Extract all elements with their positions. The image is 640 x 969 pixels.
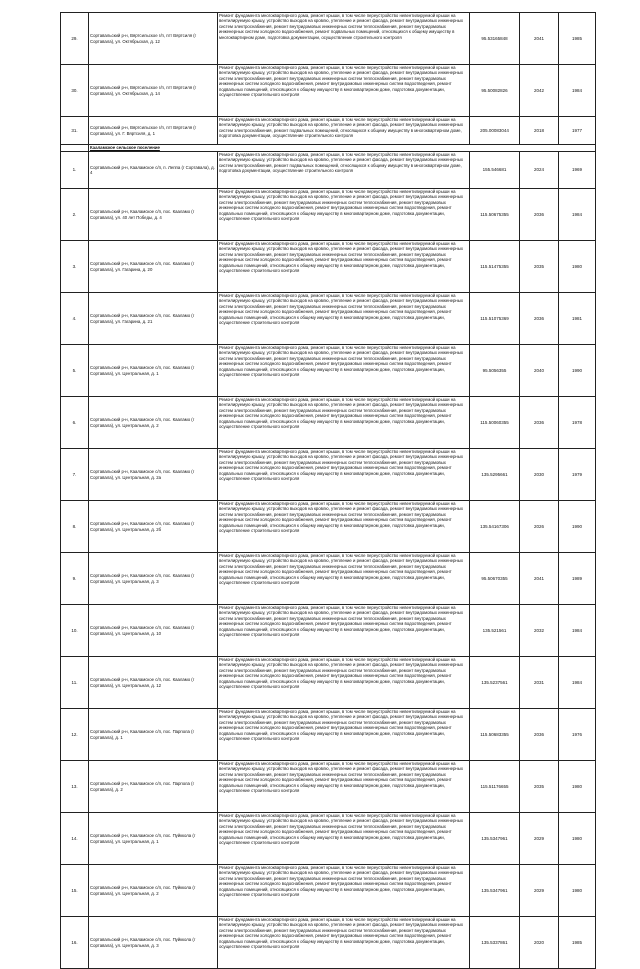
work-description-cell: Ремонт фундамента многоквартирного дома, ремонт крыши, в том числе переустройство невентилируемой крыши на вентилируемую крышу, устройство выходов на кровлю, утепление и ремонт фасада, ремонт внутридомовых инженерных систем электроснабжения, ремонт внутридомовых инженерных систем теплоснабжения, ремонт внутридомовых инженерных систем холодного водоснабжения, ремонт внутридомовых инженерных систем водоотведения, ремонт подвальных помещений, относящихся к общему имуществу в многоквартирном доме, подготовка документации, осуществление строительного контроля <box>218 501 470 553</box>
work-description-cell: Ремонт фундамента многоквартирного дома, ремонт крыши, в том числе переустройство невентилируемой крыши на вентилируемую крышу, устройство выходов на кровлю, утепление и ремонт фасада, ремонт внутридомовых инженерных систем электроснабжения, ремонт подвальных помещений, относящихся к общему имуществу в многоквартирном доме, подготовка документации, осуществление строительного контроля <box>218 117 470 145</box>
address-cell: Сортавальский р-н, Кааламское с/п, пос. Пуйккола (г Сортавала), ул. Центральная, д. 1 <box>89 813 218 865</box>
row-number-cell: 14. <box>61 813 89 865</box>
planned-year-cell: 2018 <box>520 117 559 145</box>
build-year-cell: 1978 <box>559 397 596 449</box>
row-number-cell: 30. <box>61 65 89 117</box>
cost-cell: 135.5237561 <box>470 657 520 709</box>
build-year-cell: 1980 <box>559 865 596 917</box>
address-cell: Сортавальский р-н, Кааламское с/п, пос. Кааламо (г Сортавала), ул. 40 лет Победы, д. 4 <box>89 189 218 241</box>
table-row <box>61 761 596 813</box>
row-number-cell: 9. <box>61 553 89 605</box>
row-number-cell: 3. <box>61 241 89 293</box>
table-row <box>61 709 596 761</box>
build-year-cell: 1981 <box>559 293 596 345</box>
section-header-row <box>61 145 596 152</box>
address-cell: Сортавальский р-н, Вяртсильское г/п, пгт Вяртсиля (г Сортавала), ул. Октябрьская, д. 14 <box>89 65 218 117</box>
build-year-cell: 1990 <box>559 501 596 553</box>
cost-cell: 135.5295661 <box>470 449 520 501</box>
work-description-cell: Ремонт фундамента многоквартирного дома, ремонт крыши, в том числе переустройство невентилируемой крыши на вентилируемую крышу, устройство выходов на кровлю, утепление и ремонт фасада, ремонт внутридомовых инженерных систем электроснабжения, ремонт внутридомовых инженерных систем теплоснабжения, ремонт внутридомовых инженерных систем холодного водоснабжения, ремонт внутридомовых инженерных систем водоотведения, ремонт подвальных помещений, относящихся к общему имуществу в многоквартирном доме, подготовка документации, осуществление строительного контроля <box>218 813 470 865</box>
build-year-cell: 1984 <box>559 65 596 117</box>
cost-cell: 115.51176655 <box>470 761 520 813</box>
section-title: Кааламское сельское поселение <box>89 145 596 152</box>
work-description-cell: Ремонт фундамента многоквартирного дома, ремонт крыши, в том числе переустройство невентилируемой крыши на вентилируемую крышу, устройство выходов на кровлю, утепление и ремонт фасада, ремонт внутридомовых инженерных систем электроснабжения, ремонт внутридомовых инженерных систем теплоснабжения, ремонт внутридомовых инженерных систем холодного водоснабжения, ремонт внутридомовых инженерных систем водоотведения, ремонт подвальных помещений, относящихся к общему имуществу в многоквартирном доме, подготовка документации, осуществление строительного контроля <box>218 917 470 969</box>
planned-year-cell: 2026 <box>520 501 559 553</box>
planned-year-cell: 2036 <box>520 189 559 241</box>
table-row <box>61 189 596 241</box>
work-description-cell: Ремонт фундамента многоквартирного дома, ремонт крыши, в том числе переустройство невентилируемой крыши на вентилируемую крышу, устройство выходов на кровлю, утепление и ремонт фасада, ремонт внутридомовых инженерных систем электроснабжения, ремонт внутридомовых инженерных систем теплоснабжения, ремонт внутридомовых инженерных систем холодного водоснабжения, ремонт внутридомовых инженерных систем водоотведения, ремонт подвальных помещений, относящихся к общему имуществу в многоквартирном доме, подготовка документации, осуществление строительного контроля <box>218 293 470 345</box>
table-row <box>61 152 596 189</box>
work-description-cell: Ремонт фундамента многоквартирного дома, ремонт крыши, в том числе переустройство невентилируемой крыши на вентилируемую крышу, устройство выходов на кровлю, утепление и ремонт фасада, ремонт внутридомовых инженерных систем электроснабжения, ремонт внутридомовых инженерных систем теплоснабжения, ремонт внутридомовых инженерных систем холодного водоснабжения, ремонт внутридомовых инженерных систем водоотведения, ремонт подвальных помещений, относящихся к общему имуществу в многоквартирном доме, подготовка документации, осуществление строительного контроля <box>218 657 470 709</box>
table-row <box>61 553 596 605</box>
build-year-cell: 1980 <box>559 813 596 865</box>
address-cell: Сортавальский р-н, Кааламское с/п, пос. Кааламо (г Сортавала), ул. Центральная, д. 10 <box>89 605 218 657</box>
work-description-cell: Ремонт фундамента многоквартирного дома, ремонт крыши, в том числе переустройство невентилируемой крыши на вентилируемую крышу, устройство выходов на кровлю, утепление и ремонт фасада, ремонт внутридомовых инженерных систем электроснабжения, ремонт внутридомовых инженерных систем теплоснабжения, ремонт внутридомовых инженерных систем холодного водоснабжения, ремонт внутридомовых инженерных систем водоотведения, ремонт подвальных помещений, относящихся к общему имуществу в многоквартирном доме, подготовка документации, осуществление строительного контроля <box>218 397 470 449</box>
work-description-cell: Ремонт фундамента многоквартирного дома, ремонт крыши, в том числе переустройство невентилируемой крыши на вентилируемую крышу, устройство выходов на кровлю, утепление и ремонт фасада, ремонт внутридомовых инженерных систем электроснабжения, ремонт внутридомовых инженерных систем теплоснабжения, ремонт внутридомовых инженерных систем холодного водоснабжения, ремонт внутридомовых инженерных систем водоотведения, ремонт подвальных помещений, относящихся к общему имуществу в многоквартирном доме, подготовка документации, осуществление строительного контроля <box>218 241 470 293</box>
address-cell: Сортавальский р-н, Кааламское с/п, пос. Парпола (г Сортавала), д. 2 <box>89 761 218 813</box>
address-cell: Сортавальский р-н, Кааламское с/п, пос. Кааламо (г Сортавала), ул. Центральная, д. 1 <box>89 345 218 397</box>
cost-cell: 115.50683355 <box>470 709 520 761</box>
work-description-cell: Ремонт фундамента многоквартирного дома, ремонт крыши, в том числе переустройство невентилируемой крыши на вентилируемую крышу, устройство выходов на кровлю, утепление и ремонт фасада, ремонт внутридомовых инженерных систем электроснабжения, ремонт подвальных помещений, относящихся к общему имуществу в многоквартирном доме, подготовка документации, осуществление строительного контроля <box>218 152 470 189</box>
address-cell: Сортавальский р-н, Вяртсильское г/п, пгт Вяртсиля (г Сортавала), ул. Г. Вяртсиля, д. 1 <box>89 117 218 145</box>
planned-year-cell: 2024 <box>520 152 559 189</box>
build-year-cell: 1977 <box>559 117 596 145</box>
cost-cell: 95.5056355 <box>470 345 520 397</box>
cost-cell: 115.51475355 <box>470 241 520 293</box>
planned-year-cell: 2031 <box>520 657 559 709</box>
row-number-cell: 12. <box>61 709 89 761</box>
address-cell: Сортавальский р-н, Кааламское с/п, пос. Кааламо (г Сортавала), ул. Гагарина, д. 21 <box>89 293 218 345</box>
row-number-cell: 13. <box>61 761 89 813</box>
address-cell: Сортавальский р-н, Кааламское с/п, пос. Кааламо (г Сортавала), ул. Центральная, д. 2а <box>89 449 218 501</box>
planned-year-cell: 2036 <box>520 293 559 345</box>
row-number-cell: 11. <box>61 657 89 709</box>
cost-cell: 115.50675355 <box>470 189 520 241</box>
address-cell: Сортавальский р-н, Кааламское с/п, пос. Кааламо (г Сортавала), ул. Центральная, д. 12 <box>89 657 218 709</box>
planned-year-cell: 2036 <box>520 709 559 761</box>
build-year-cell: 1984 <box>559 657 596 709</box>
build-year-cell: 1984 <box>559 605 596 657</box>
address-cell: Сортавальский р-н, Кааламское с/п, пос. Кааламо (г Сортавала), ул. Гагарина, д. 20 <box>89 241 218 293</box>
planned-year-cell: 2032 <box>520 605 559 657</box>
cost-cell: 95.53165848 <box>470 13 520 65</box>
work-description-cell: Ремонт фундамента многоквартирного дома, ремонт крыши, в том числе переустройство невентилируемой крыши на вентилируемую крышу, устройство выходов на кровлю, утепление и ремонт фасада, ремонт внутридомовых инженерных систем электроснабжения, ремонт внутридомовых инженерных систем теплоснабжения, ремонт внутридомовых инженерных систем холодного водоснабжения, ремонт внутридомовых инженерных систем водоотведения, ремонт подвальных помещений, относящихся к общему имуществу в многоквартирном доме, подготовка документации, осуществление строительного контроля <box>218 449 470 501</box>
address-cell: Сортавальский р-н, Вяртсильское г/п, пгт Вяртсиля (г Сортавала), ул. Октябрьская, д. 12 <box>89 13 218 65</box>
build-year-cell: 1989 <box>559 553 596 605</box>
cost-cell: 155.546681 <box>470 152 520 189</box>
table-row <box>61 293 596 345</box>
section-header-group <box>61 145 596 152</box>
planned-year-cell: 2041 <box>520 553 559 605</box>
build-year-cell: 1990 <box>559 345 596 397</box>
cost-cell: 135.5337861 <box>470 917 520 969</box>
build-year-cell: 1980 <box>559 761 596 813</box>
document-page <box>60 12 595 969</box>
table-row <box>61 345 596 397</box>
work-description-cell: Ремонт фундамента многоквартирного дома, ремонт крыши, в том числе переустройство невентилируемой крыши на вентилируемую крышу, устройство выходов на кровлю, утепление и ремонт фасада, ремонт внутридомовых инженерных систем электроснабжения, ремонт внутридомовых инженерных систем теплоснабжения, ремонт внутридомовых инженерных систем холодного водоснабжения, ремонт внутридомовых инженерных систем водоотведения, ремонт подвальных помещений, относящихся к общему имуществу в многоквартирном доме, подготовка документации, осуществление строительного контроля <box>218 761 470 813</box>
table-row <box>61 117 596 145</box>
table-row <box>61 13 596 65</box>
planned-year-cell: 2029 <box>520 813 559 865</box>
build-year-cell: 1979 <box>559 449 596 501</box>
row-number-cell: 7. <box>61 449 89 501</box>
row-number-cell: 8. <box>61 501 89 553</box>
build-year-cell: 1969 <box>559 152 596 189</box>
address-cell: Сортавальский р-н, Кааламское с/п, пос. Пуйккола (г Сортавала), ул. Центральная, д. 2 <box>89 865 218 917</box>
cost-cell: 95.50082826 <box>470 65 520 117</box>
work-description-cell: Ремонт фундамента многоквартирного дома, ремонт крыши, в том числе переустройство невентилируемой крыши на вентилируемую крышу, устройство выходов на кровлю, утепление и ремонт фасада, ремонт внутридомовых инженерных систем электроснабжения, ремонт внутридомовых инженерных систем теплоснабжения, ремонт внутридомовых инженерных систем холодного водоснабжения, ремонт внутридомовых инженерных систем водоотведения, ремонт подвальных помещений, относящихся к общему имуществу в многоквартирном доме, подготовка документации, осуществление строительного контроля <box>218 709 470 761</box>
build-year-cell: 1984 <box>559 189 596 241</box>
row-number-cell: 31. <box>61 117 89 145</box>
row-number-cell: 6. <box>61 397 89 449</box>
work-description-cell: Ремонт фундамента многоквартирного дома, ремонт крыши, в том числе переустройство невентилируемой крыши на вентилируемую крышу, устройство выходов на кровлю, утепление и ремонт фасада, ремонт внутридомовых инженерных систем электроснабжения, ремонт внутридомовых инженерных систем теплоснабжения, ремонт внутридомовых инженерных систем холодного водоснабжения, ремонт внутридомовых инженерных систем водоотведения, ремонт подвальных помещений, относящихся к общему имуществу в многоквартирном доме, подготовка документации, осуществление строительного контроля <box>218 553 470 605</box>
planned-year-cell: 2020 <box>520 917 559 969</box>
table-row <box>61 657 596 709</box>
address-cell: Сортавальский р-н, Кааламское с/п, п. Леппа (г Сортавала), д. 4 <box>89 152 218 189</box>
table-body-kaalamskoe <box>61 152 596 969</box>
row-number-cell: 16. <box>61 917 89 969</box>
table-row <box>61 605 596 657</box>
cost-cell: 115.50060355 <box>470 397 520 449</box>
address-cell: Сортавальский р-н, Кааламское с/п, пос. Пуйккола (г Сортавала), ул. Центральная, д. 3 <box>89 917 218 969</box>
planned-year-cell: 2035 <box>520 761 559 813</box>
row-number-cell: 10. <box>61 605 89 657</box>
row-number-cell: 2. <box>61 189 89 241</box>
row-number-cell: 1. <box>61 152 89 189</box>
planned-year-cell: 2035 <box>520 241 559 293</box>
cost-cell: 95.50670355 <box>470 553 520 605</box>
table-row <box>61 501 596 553</box>
planned-year-cell: 2042 <box>520 65 559 117</box>
cost-cell: 115.51075369 <box>470 293 520 345</box>
cost-cell: 205.00083044 <box>470 117 520 145</box>
address-cell: Сортавальский р-н, Кааламское с/п, пос. Кааламо (г Сортавала), ул. Центральная, д. 3 <box>89 553 218 605</box>
address-cell: Сортавальский р-н, Кааламское с/п, пос. Кааламо (г Сортавала), ул. Центральная, д. 2 <box>89 397 218 449</box>
build-year-cell: 1985 <box>559 13 596 65</box>
table-row <box>61 65 596 117</box>
table-row <box>61 813 596 865</box>
address-cell: Сортавальский р-н, Кааламское с/п, пос. Кааламо (г Сортавала), ул. Центральная, д. 2б <box>89 501 218 553</box>
cost-cell: 135.5347961 <box>470 813 520 865</box>
planned-year-cell: 2029 <box>520 865 559 917</box>
build-year-cell: 1985 <box>559 917 596 969</box>
row-number-cell: 4. <box>61 293 89 345</box>
planned-year-cell: 2041 <box>520 13 559 65</box>
address-cell: Сортавальский р-н, Кааламское с/п, пос. Парпола (г Сортавала), д. 1 <box>89 709 218 761</box>
row-number-cell: 15. <box>61 865 89 917</box>
section-blank-cell <box>61 145 89 152</box>
table-row <box>61 917 596 969</box>
table-row <box>61 865 596 917</box>
work-description-cell: Ремонт фундамента многоквартирного дома, ремонт крыши, в том числе переустройство невентилируемой крыши на вентилируемую крышу, устройство выходов на кровлю, утепление и ремонт фасада, ремонт внутридомовых инженерных систем электроснабжения, ремонт внутридомовых инженерных систем теплоснабжения, ремонт внутридомовых инженерных систем холодного водоснабжения, ремонт внутридомовых инженерных систем водоотведения, ремонт подвальных помещений, относящихся к общему имуществу в многоквартирном доме, подготовка документации, осуществление строительного контроля <box>218 345 470 397</box>
build-year-cell: 1980 <box>559 241 596 293</box>
planned-year-cell: 2030 <box>520 449 559 501</box>
work-description-cell: Ремонт фундамента многоквартирного дома, ремонт крыши, в том числе переустройство невентилируемой крыши на вентилируемую крышу, устройство выходов на кровлю, утепление и ремонт фасада, ремонт внутридомовых инженерных систем электроснабжения, ремонт внутридомовых инженерных систем теплоснабжения, ремонт внутридомовых инженерных систем холодного водоснабжения, ремонт внутридомовых инженерных систем водоотведения, ремонт подвальных помещений, относящихся к общему имуществу в многоквартирном доме, подготовка документации, осуществление строительного контроля <box>218 865 470 917</box>
row-number-cell: 5. <box>61 345 89 397</box>
cost-cell: 135.5347961 <box>470 865 520 917</box>
table-body-vyartsilya <box>61 13 596 145</box>
build-year-cell: 1976 <box>559 709 596 761</box>
planned-year-cell: 2040 <box>520 345 559 397</box>
table-row <box>61 449 596 501</box>
work-description-cell: Ремонт фундамента многоквартирного дома, ремонт крыши, в том числе переустройство невентилируемой крыши на вентилируемую крышу, устройство выходов на кровлю, утепление и ремонт фасада, ремонт внутридомовых инженерных систем электроснабжения, ремонт внутридомовых инженерных систем теплоснабжения, ремонт внутридомовых инженерных систем холодного водоснабжения, ремонт внутридомовых инженерных систем водоотведения, ремонт подвальных помещений, относящихся к общему имуществу в многоквартирном доме, подготовка документации, осуществление строительного контроля <box>218 65 470 117</box>
work-description-cell: Ремонт фундамента многоквартирного дома, ремонт крыши, в том числе переустройство невентилируемой крыши на вентилируемую крышу, устройство выходов на кровлю, утепление и ремонт фасада, ремонт внутридомовых инженерных систем электроснабжения, ремонт внутридомовых инженерных систем теплоснабжения, ремонт внутридомовых инженерных систем холодного водоснабжения, ремонт внутридомовых инженерных систем водоотведения, ремонт подвальных помещений, относящихся к общему имуществу в многоквартирном доме, подготовка документации, осуществление строительного контроля <box>218 189 470 241</box>
cost-cell: 135.521561 <box>470 605 520 657</box>
planned-year-cell: 2036 <box>520 397 559 449</box>
row-number-cell: 29. <box>61 13 89 65</box>
work-description-cell: Ремонт фундамента многоквартирного дома, ремонт крыши, в том числе переустройство невентилируемой крыши на вентилируемую крышу, устройство выходов на кровлю, утепление и ремонт фасада, ремонт внутридомовых инженерных систем электроснабжения, ремонт внутридомовых инженерных систем теплоснабжения, ремонт внутридомовых инженерных систем холодного водоснабжения, ремонт подвальных помещений, относящихся к общему имуществу в многоквартирном доме, подготовка документации, осуществление строительного контроля <box>218 13 470 65</box>
cost-cell: 135.54167306 <box>470 501 520 553</box>
table-row <box>61 241 596 293</box>
table-row <box>61 397 596 449</box>
capital-repair-table <box>60 12 596 969</box>
work-description-cell: Ремонт фундамента многоквартирного дома, ремонт крыши, в том числе переустройство невентилируемой крыши на вентилируемую крышу, устройство выходов на кровлю, утепление и ремонт фасада, ремонт внутридомовых инженерных систем электроснабжения, ремонт внутридомовых инженерных систем теплоснабжения, ремонт внутридомовых инженерных систем холодного водоснабжения, ремонт внутридомовых инженерных систем водоотведения, ремонт подвальных помещений, относящихся к общему имуществу в многоквартирном доме, подготовка документации, осуществление строительного контроля <box>218 605 470 657</box>
